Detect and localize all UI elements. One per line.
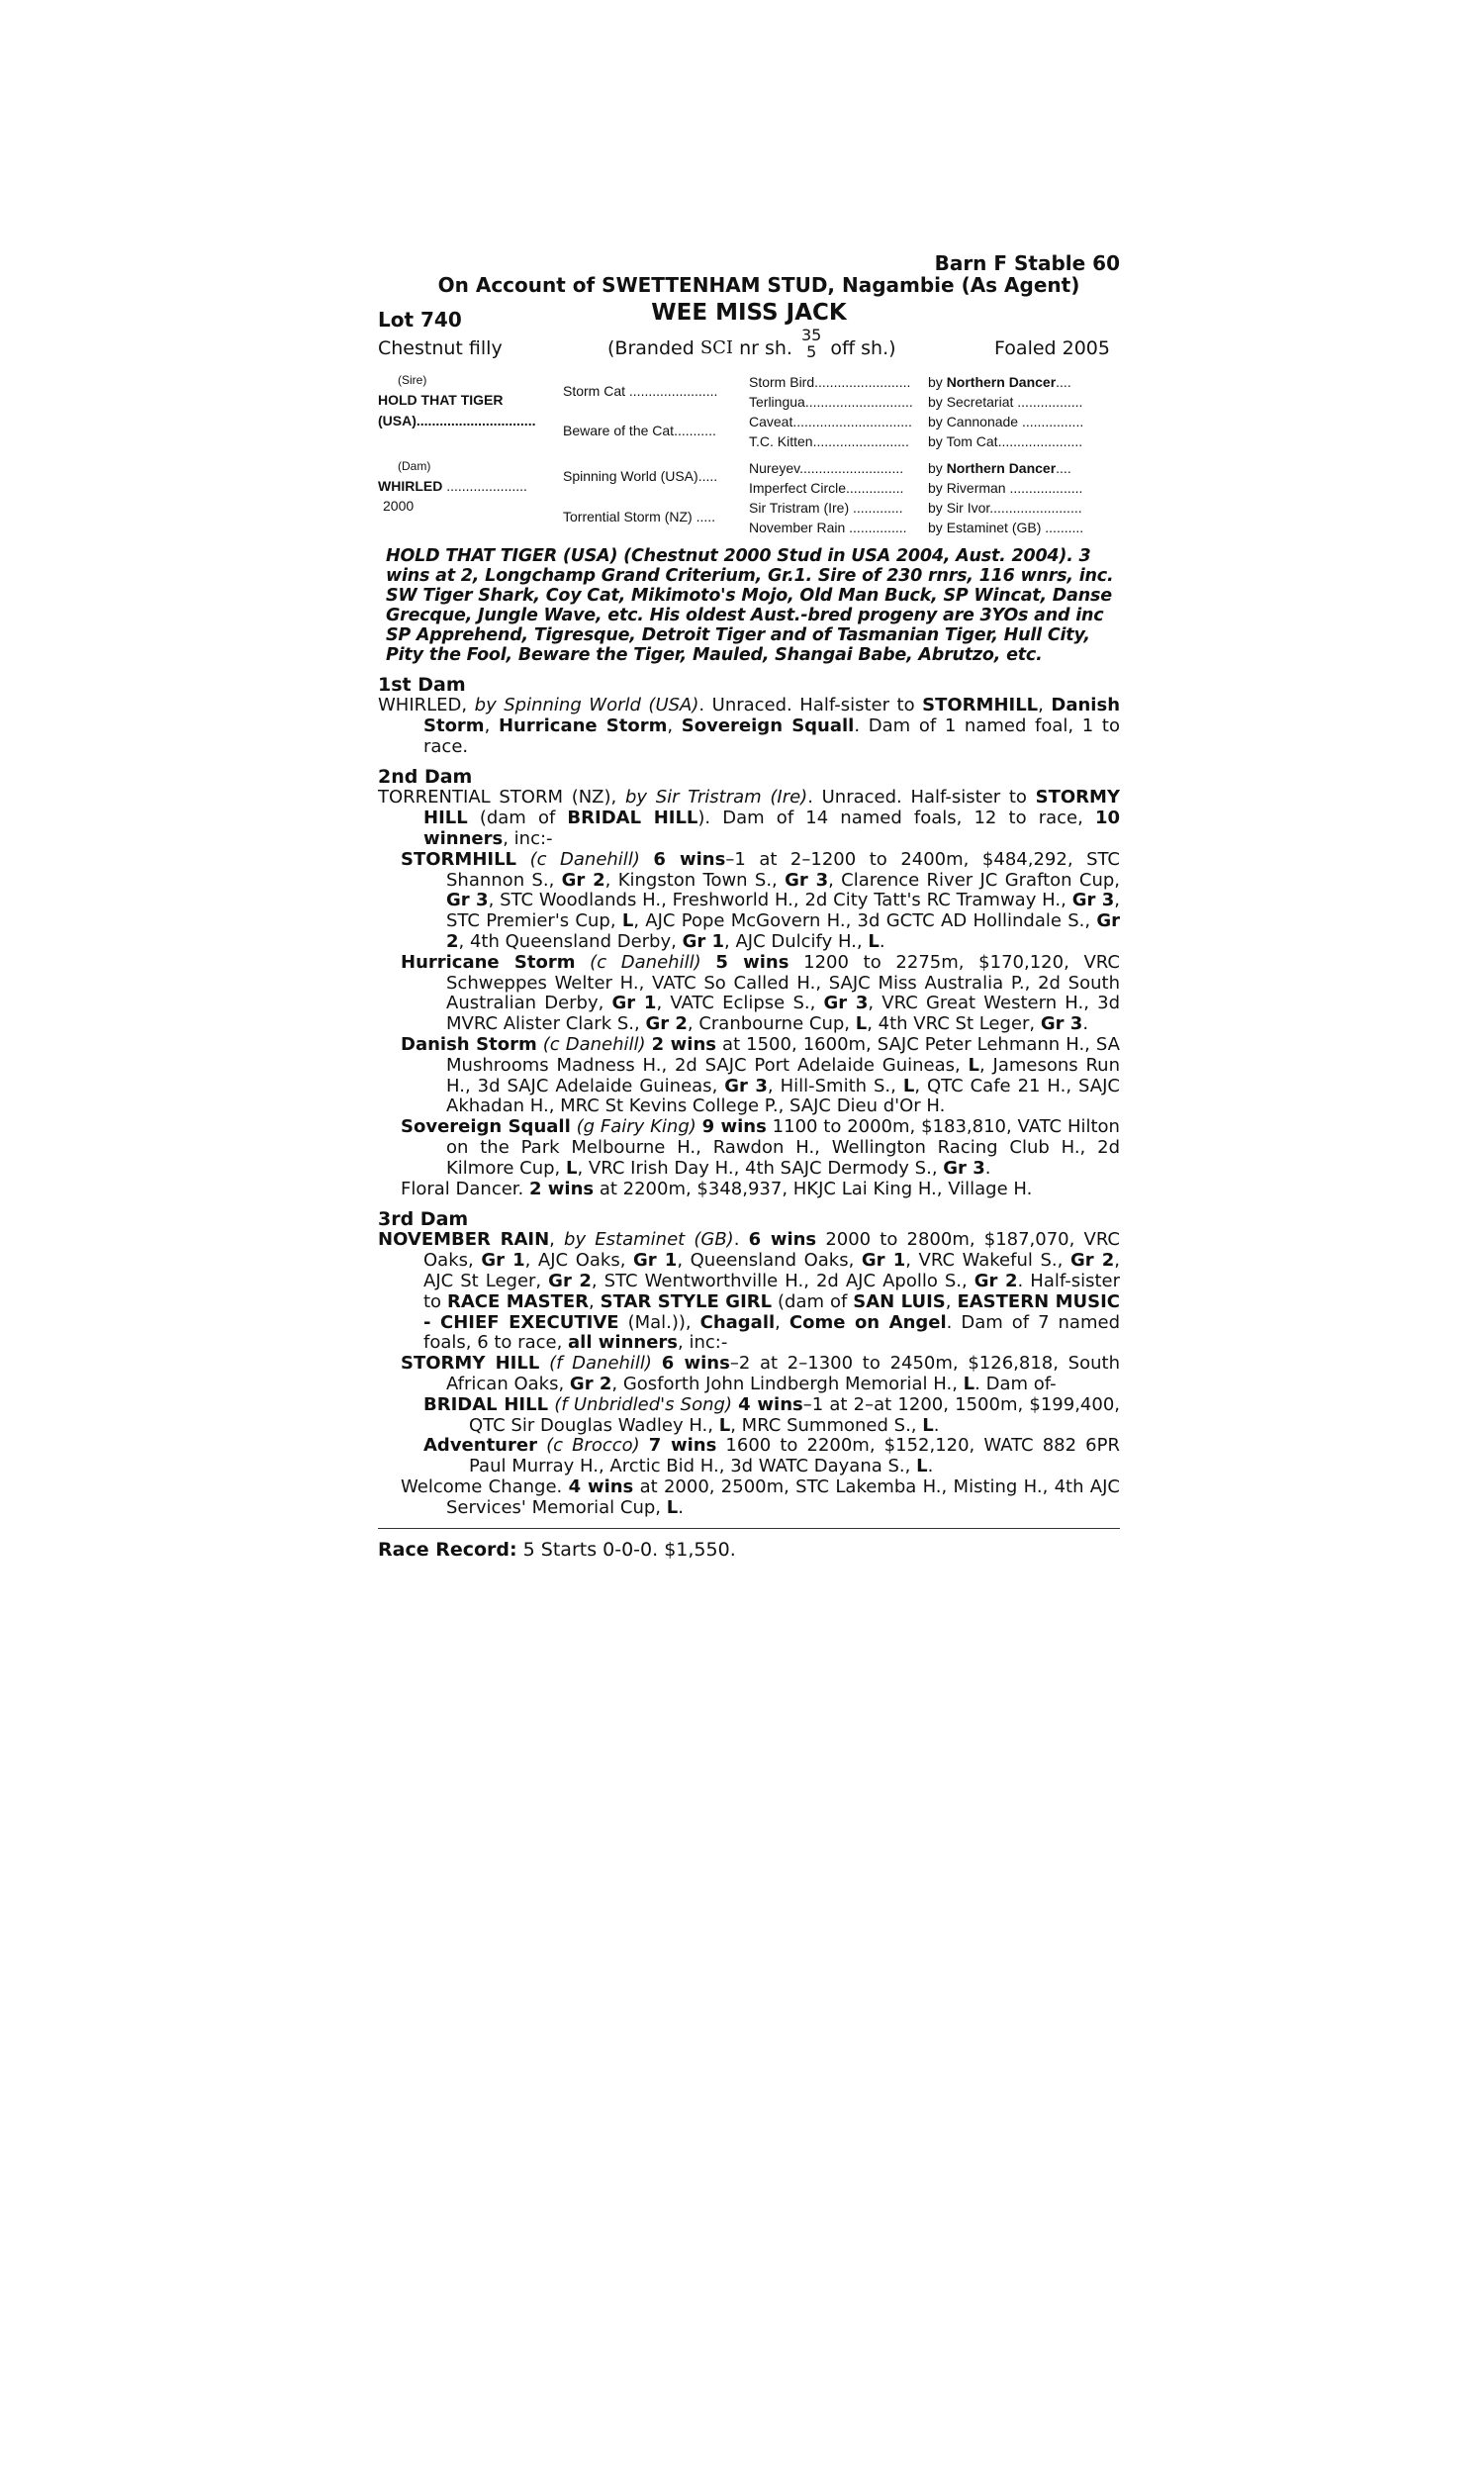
text-run: , Gosforth John Lindbergh Memorial H., [611,1373,964,1394]
text-run: , STC Premier's Cup, [446,890,1120,932]
sire-summary: HOLD THAT TIGER (USA) (Chestnut 2000 Stud in USA 2004, Aust. 2004). 3 wins at 2, Longchamp Grand Criterium, Gr.1. Sire of 230 rnrs, 116 wnrs, inc. SW Tiger Shark, Coy Cat, Mikimoto's Mojo, Old Man Buck, SP Wincat, Danse Grecque, Jungle Wave, etc. His oldest Aust.-bred progeny are 3YOs and inc SP Apprehend, Tigresque, Detroit Tiger and of Tasmanian Tiger, Hull City, Pity the Fool, Beware the Tiger, Mauled, Shangai Babe, Abrutzo, etc. [386,546,1114,665]
text-run: Danish Storm [401,1033,537,1055]
text-run: Gr 3 [785,869,829,891]
text-run: 4 wins [738,1393,803,1415]
ped-gen4-1: by Northern Dancer.... [928,374,1071,390]
text-run: , Kingston Town S., [604,869,786,891]
progeny-stormhill [401,850,1120,953]
text-run: , VRC Irish Day H., 4th SAJC Dermody S., [577,1157,944,1179]
text-run: , [667,714,682,736]
ped-gen4-5: by Northern Dancer.... [928,460,1071,476]
text-run: (f Unbridled's Song) [554,1393,732,1415]
text-run: STORMY HILL [401,1353,540,1375]
ped-gen4-2: by Secretariat ................. [928,394,1083,410]
text-run: 10 winners [423,808,1120,849]
text-run: ). Dam of 14 named foals, 12 to race, [697,808,1095,829]
text-run: Gr 1 [861,1250,906,1272]
text-run [516,849,530,870]
text-run: L [718,1414,731,1436]
text-run: (c Danehill) [529,848,640,870]
race-record-label: Race Record: [378,1539,517,1562]
dam-name: WHIRLED ..................... [378,478,527,494]
brand-description [607,325,896,361]
text-run: all winners [568,1332,678,1354]
brand-numerator: 35 [801,325,822,344]
text-run: . Half-sister to [423,1270,1120,1312]
text-run: Gr 2 [561,869,605,891]
first-dam-heading: 1st Dam [378,674,466,696]
text-run: (Mal.)), [618,1311,700,1333]
horse-sex: Chestnut filly [378,337,503,359]
text-run: , VATC Eclipse S., [656,993,824,1014]
lot-number: Lot 740 [378,308,462,332]
text-run: STORMHILL [922,695,1039,715]
text-run: , Jamesons Run H., 3d SAJC Adelaide Guineas, [446,1054,1120,1096]
text-run: 2 wins [651,1033,717,1055]
dam-tag: (Dam) [398,459,431,473]
text-run [640,1435,649,1456]
text-run: 7 wins [648,1435,717,1457]
text-run: 6 wins [653,848,726,870]
brand-off-shoulder: off sh.) [830,337,896,359]
ped-gen2-1: Storm Cat ....................... [563,383,718,399]
text-run: (g Fairy King) [576,1116,696,1138]
text-run: (dam of [772,1290,854,1312]
text-run: L [855,1013,868,1035]
text-run: L [922,1414,934,1436]
text-run: , Queensland Oaks, [677,1250,862,1272]
text-run: . [933,1414,940,1436]
text-run: (f Danehill) [549,1353,652,1375]
progeny-danish-storm [401,1035,1120,1117]
first-dam-section [378,675,1120,757]
text-run: BRIDAL HILL [423,1393,549,1415]
third-dam-section [378,1209,1120,1518]
text-run: at 2200m, $348,937, HKJC Lai King H., Village H. [594,1178,1033,1199]
text-run: 1600 to 2200m, $152,120, WATC 882 6PR Paul Murray H., Arctic Bid H., 3d WATC Dayana S., [469,1435,1120,1477]
horse-name: WEE MISS JACK [651,300,847,326]
text-run: 6 wins [748,1229,817,1251]
text-run: Gr 1 [633,1250,678,1272]
text-run: L [566,1157,578,1179]
text-run: . [1082,1013,1089,1035]
text-run [539,1353,549,1374]
text-run: . Dam of 7 named foals, 6 to race, [423,1311,1120,1354]
text-run: BRIDAL HILL [567,808,698,829]
text-run: L [963,1373,975,1394]
text-run: , [945,1290,958,1312]
text-run: at 2000, 2500m, STC Lakemba H., Misting H., 4th AJC Services' Memorial Cup, [446,1475,1121,1518]
text-run: 9 wins [701,1116,767,1138]
text-run: , AJC Pope McGovern H., 3d GCTC AD Hollindale S., [633,910,1097,932]
text-run: L [902,1075,915,1096]
second-dam-section [378,767,1120,1199]
second-dam-paragraph [378,788,1120,849]
ped-gen2-2: Beware of the Cat........... [563,423,716,438]
text-run: 2 wins [528,1178,595,1199]
text-run: Gr 1 [682,930,725,952]
divider-rule [378,1528,1120,1529]
text-run: –1 at 2–at 1200, 1500m, $199,400, QTC Sir Douglas Wadley H., [469,1393,1120,1436]
text-run: , 4th Queensland Derby, [458,930,683,952]
ped-gen2-4: Torrential Storm (NZ) ..... [563,509,716,524]
text-run: by Sir Tristram (Ire) [624,787,808,809]
ped-gen4-3: by Cannonade ................ [928,414,1084,429]
text-run: , QTC Cafe 21 H., SAJC Akhadan H., MRC St Kevins College P., SAJC Dieu d'Or H. [446,1075,1120,1117]
text-run: STORMY HILL [423,787,1120,829]
text-run: Gr 2 [446,910,1120,952]
text-run: . [879,930,885,952]
text-run: 2000 to 2800m, $187,070, VRC Oaks, [423,1229,1120,1272]
progeny-welcome-change [401,1477,1120,1519]
text-run [537,1435,546,1456]
sire-name: HOLD THAT TIGER [378,392,504,408]
text-run: , [484,714,499,736]
text-run: L [916,1456,928,1477]
text-run: by Spinning World (USA) [474,695,699,715]
text-run: TORRENTIAL STORM (NZ), [378,787,625,809]
ped-gen2-3: Spinning World (USA)..... [563,468,718,484]
text-run: Chagall [699,1311,776,1333]
text-run: SAN LUIS [853,1290,946,1312]
progeny-bridal-hill [423,1395,1120,1437]
text-run: , inc:- [503,827,553,849]
text-run: , STC Woodlands H., Freshworld H., 2d City Tatt's RC Tramway H., [488,890,1072,911]
brand-mark: SCI [699,337,734,358]
text-run: Adventurer [423,1435,537,1457]
text-run: , MRC Summoned S., [730,1414,923,1436]
text-run: Hurricane Storm [401,951,576,973]
foaled-year: Foaled 2005 [994,337,1110,359]
text-run: STAR STYLE GIRL [600,1290,773,1312]
text-run: Gr 3 [1071,890,1115,911]
text-run [701,952,716,973]
text-run: 6 wins [661,1353,730,1375]
text-run: by Estaminet (GB) [564,1229,734,1251]
progeny-floral-dancer [401,1180,1120,1200]
text-run: , AJC St Leger, [423,1250,1120,1291]
text-run [640,849,654,870]
race-record [378,1539,1120,1561]
text-run: Gr 2 [569,1373,612,1394]
text-run: Gr 3 [943,1157,985,1179]
text-run: Come on Angel [788,1311,947,1333]
text-run: –2 at 2–1300 to 2450m, $126,818, South African Oaks, [446,1353,1120,1394]
text-run: (c Danehill) [590,951,701,973]
text-run: , [1038,695,1052,715]
ped-gen3-4: T.C. Kitten......................... [749,433,909,449]
text-run: Gr 2 [548,1270,592,1291]
horse-details [378,325,1120,371]
text-run: Gr 3 [446,890,489,911]
catalogue-page [378,252,1120,1561]
text-run: , [549,1229,565,1251]
progeny-stormy-hill [401,1354,1120,1395]
ped-gen4-7: by Sir Ivor........................ [928,500,1082,516]
text-run: Hurricane Storm [498,714,668,736]
barn-stable: Barn F Stable 60 [934,251,1120,275]
text-run: Gr 3 [724,1075,768,1096]
text-run: , [775,1311,789,1333]
ped-gen3-5: Nureyev........................... [749,460,904,476]
progeny-hurricane-storm [401,953,1120,1035]
text-run: Gr 3 [1040,1013,1083,1035]
text-run [652,1353,662,1374]
sire-tag: (Sire) [398,373,427,387]
text-run: 1100 to 2000m, $183,810, VATC Hilton on the Park Melbourne H., Rawdon H., Wellington Racing Club H., 2d Kilmore Cup, [446,1116,1120,1179]
text-run: , [589,1290,601,1312]
dam-year: 2000 [383,498,415,514]
text-run: Gr 2 [645,1013,688,1035]
text-run: , AJC Dulcify H., [724,930,869,952]
text-run: , inc:- [678,1332,728,1354]
text-run: STORMHILL [401,848,517,870]
text-run: L [621,910,634,932]
sire-country: (USA)............................... [378,413,536,428]
progeny-sovereign-squall [401,1117,1120,1179]
vendor-account: On Account of SWETTENHAM STUD, Nagambie (As Agent) [437,273,1080,297]
text-run: . [984,1157,991,1179]
ped-gen3-1: Storm Bird......................... [749,374,911,390]
first-dam-paragraph [378,696,1120,757]
text-run: , STC Wentworthville H., 2d AJC Apollo S., [591,1270,974,1291]
text-run: L [666,1496,679,1518]
text-run: , AJC Oaks, [524,1250,634,1272]
text-run: , VRC Great Western H., 3d MVRC Alister Clark S., [446,993,1120,1035]
third-dam-heading: 3rd Dam [378,1208,469,1231]
text-run: Welcome Change. [401,1475,569,1497]
text-run: WHIRLED, [378,695,475,715]
text-run: . [678,1496,684,1518]
text-run: Sovereign Squall [401,1116,571,1138]
race-record-value: 5 Starts 0-0-0. $1,550. [522,1539,736,1562]
text-run: . [927,1456,934,1477]
text-run: Danish Storm [423,695,1121,736]
text-run: , Clarence River JC Grafton Cup, [828,869,1121,891]
third-dam-paragraph [378,1230,1120,1354]
text-run: . Dam of- [974,1373,1057,1394]
text-run: L [868,930,880,952]
text-run: (c Danehill) [542,1033,646,1055]
text-run: , Hill-Smith S., [767,1075,903,1096]
ped-gen4-6: by Riverman ................... [928,480,1083,496]
text-run: 5 wins [715,951,789,973]
ped-gen3-3: Caveat............................... [749,414,912,429]
lot-line [378,300,1120,333]
text-run: at 1500, 1600m, SAJC Peter Lehmann H., SA Mushrooms Madness H., 2d SAJC Port Adelaide Guineas, [446,1033,1120,1076]
text-run: , VRC Wakeful S., [905,1250,1070,1272]
ped-gen3-8: November Rain ............... [749,520,907,535]
text-run: . Unraced. Half-sister to [807,787,1036,809]
text-run: NOVEMBER RAIN [378,1229,550,1251]
text-run: RACE MASTER [447,1290,590,1312]
text-run: Gr 1 [611,993,657,1014]
brand-near-shoulder: nr sh. [739,337,792,359]
brand-number [801,327,821,360]
ped-gen4-4: by Tom Cat...................... [928,433,1083,449]
text-run: Gr 1 [481,1250,525,1272]
ped-gen3-2: Terlingua............................ [749,394,913,410]
pedigree-table [378,371,1120,534]
text-run: . Dam of 1 named foal, 1 to race. [423,714,1120,757]
text-run: Floral Dancer. [401,1178,529,1199]
text-run: L [968,1054,980,1076]
text-run: –1 at 2–1200 to 2400m, $484,292, STC Shannon S., [446,848,1121,891]
text-run: (dam of [467,808,568,829]
text-run: EASTERN MUSIC - CHIEF EXECUTIVE [423,1290,1120,1333]
ped-gen3-6: Imperfect Circle............... [749,480,904,496]
text-run: 4 wins [568,1475,634,1497]
text-run: Gr 2 [1069,1250,1115,1272]
text-run: . Unraced. Half-sister to [698,695,923,715]
text-run: Sovereign Squall [681,714,855,736]
ped-gen3-7: Sir Tristram (Ire) ............. [749,500,903,516]
text-run: . [733,1229,749,1251]
text-run: 1200 to 2275m, $170,120, VRC Schweppes Welter H., VATC So Called H., SAJC Miss Australia P., 2d South Australian Derby, [446,951,1120,1014]
text-run: Gr 3 [823,993,869,1014]
text-run: Gr 2 [974,1270,1018,1291]
text-run [575,952,590,973]
progeny-adventurer [423,1436,1120,1477]
ped-gen4-8: by Estaminet (GB) .......... [928,520,1084,535]
second-dam-heading: 2nd Dam [378,766,473,789]
brand-denominator: 5 [806,341,817,361]
text-run: , 4th VRC St Leger, [867,1013,1041,1035]
text-run: (c Brocco) [546,1435,640,1457]
brand-prefix: (Branded [607,337,695,359]
text-run: , Cranbourne Cup, [687,1013,856,1035]
